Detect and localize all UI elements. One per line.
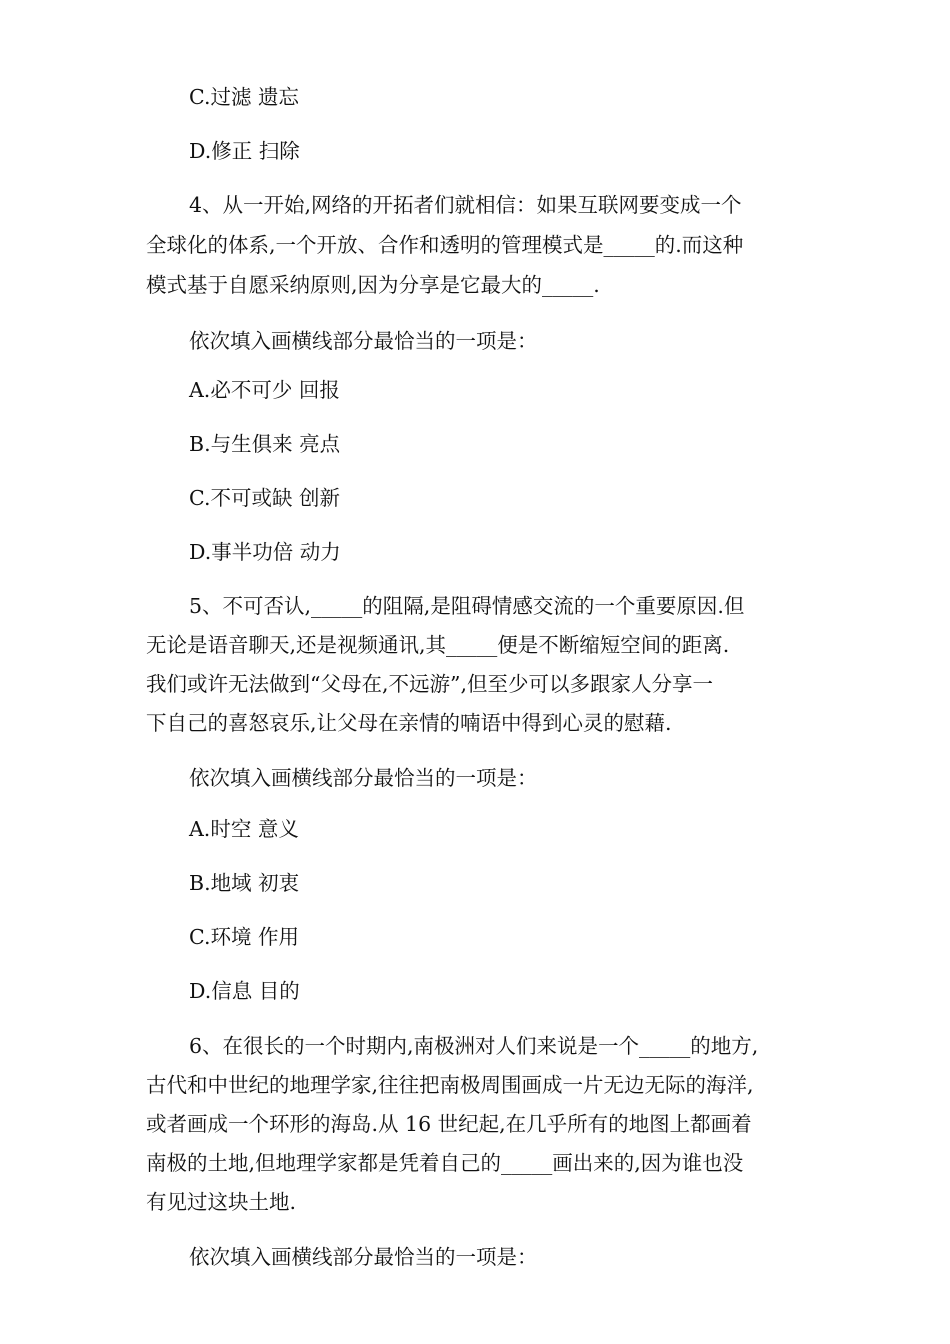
q4-option-c: C.不可或缺 创新 bbox=[189, 486, 340, 510]
q3-option-c: C.过滤 遗忘 bbox=[189, 85, 299, 109]
q6-instruction: 依次填入画横线部分最恰当的一项是： bbox=[189, 1245, 538, 1269]
q5-option-a: A.时空 意义 bbox=[189, 817, 299, 841]
q5-option-b: B.地域 初衷 bbox=[189, 871, 300, 895]
q5-stem-line-2: 无论是语音聊天,还是视频通讯,其_____便是不断缩短空间的距离. bbox=[146, 633, 730, 657]
q3-option-d: D.修正 扫除 bbox=[189, 139, 300, 163]
q5-option-c: C.环境 作用 bbox=[189, 925, 299, 949]
q6-stem-line-4: 南极的土地,但地理学家都是凭着自己的_____画出来的,因为谁也没 bbox=[146, 1151, 744, 1175]
q6-stem-line-2: 古代和中世纪的地理学家,往往把南极周围画成一片无边无际的海洋, bbox=[146, 1073, 754, 1097]
q5-option-d: D.信息 目的 bbox=[189, 979, 300, 1003]
q4-stem-line-1: 4、从一开始,网络的开拓者们就相信：如果互联网要变成一个 bbox=[189, 193, 742, 217]
q4-instruction: 依次填入画横线部分最恰当的一项是： bbox=[189, 329, 538, 353]
q4-stem-line-3: 模式基于自愿采纳原则,因为分享是它最大的_____. bbox=[146, 273, 600, 297]
q6-stem-line-3: 或者画成一个环形的海岛.从 16 世纪起,在几乎所有的地图上都画着 bbox=[146, 1112, 752, 1136]
q5-stem-line-3: 我们或许无法做到“父母在,不远游”,但至少可以多跟家人分享一 bbox=[146, 672, 713, 696]
q4-option-a: A.必不可少 回报 bbox=[189, 378, 340, 402]
q6-stem-line-1: 6、在很长的一个时期内,南极洲对人们来说是一个_____的地方, bbox=[189, 1034, 759, 1058]
q4-option-b: B.与生俱来 亮点 bbox=[189, 432, 341, 456]
q5-stem-line-1: 5、不可否认,_____的阻隔,是阻碍情感交流的一个重要原因.但 bbox=[189, 594, 745, 618]
q4-option-d: D.事半功倍 动力 bbox=[189, 540, 341, 564]
q6-stem-line-5: 有见过这块土地. bbox=[146, 1190, 297, 1214]
q5-instruction: 依次填入画横线部分最恰当的一项是： bbox=[189, 766, 538, 790]
q5-stem-line-4: 下自己的喜怒哀乐,让父母在亲情的喃语中得到心灵的慰藉. bbox=[146, 711, 672, 735]
q4-stem-line-2: 全球化的体系,一个开放、合作和透明的管理模式是_____的.而这种 bbox=[146, 233, 744, 257]
